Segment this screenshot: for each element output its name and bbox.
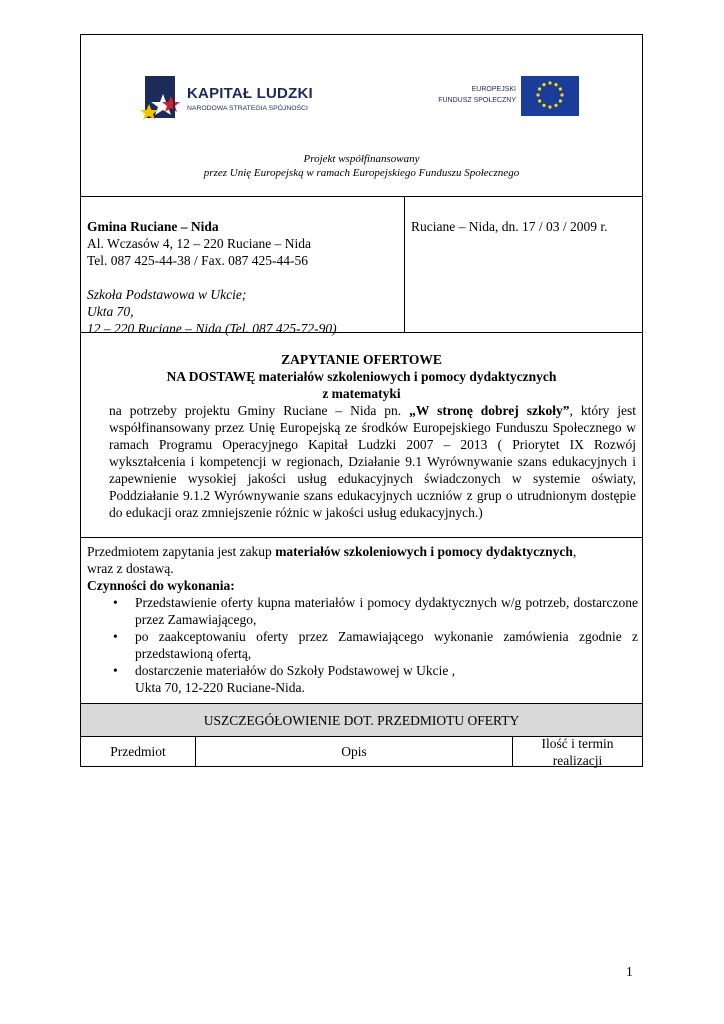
date-cell: [404, 196, 643, 333]
bullet-icon: •: [113, 663, 118, 678]
task-text: Przedstawienie oferty kupna materiałów i pomocy dydaktycznych w/g potrzeb, dostarczone przez Zamawiającego,: [135, 595, 638, 627]
date-line: Ruciane – Nida, dn. 17 / 03 / 2009 r.: [411, 219, 608, 234]
task-text: dostarczenie materiałów do Szkoły Podstawowej w Ukcie ,: [135, 663, 456, 678]
details-heading-row: [80, 703, 643, 737]
column-header-quantity-label: Ilość i termin realizacji: [541, 735, 614, 768]
tasks-list: [87, 594, 638, 696]
subject-delivery: wraz z dostawą.: [87, 561, 174, 576]
subject-sentence: [87, 543, 638, 560]
kapital-ludzki-emblem-icon: [137, 74, 337, 130]
task-text: po zaakceptowaniu oferty przez Zamawiającego wykonanie zamówienia zgodnie z przedstawioną ofertą,: [135, 629, 638, 661]
school-name: Szkoła Podstawowa w Ukcie;: [87, 287, 247, 302]
sender-name: Gmina Ruciane – Nida: [87, 219, 219, 234]
kapital-ludzki-logo: [137, 74, 337, 135]
list-item: [87, 628, 638, 662]
column-header-subject-label: Przedmiot: [110, 744, 166, 759]
details-heading: USZCZEGÓŁOWIENIE DOT. PRZEDMIOTU OFERTY: [203, 712, 520, 728]
subject-section: [80, 537, 643, 704]
column-header-quantity: [512, 736, 643, 767]
subject-items: materiałów szkoleniowych i pomocy dydaktycznych: [275, 544, 573, 559]
cofinanced-line-2: przez Unię Europejską w ramach Europejskiego Funduszu Społecznego: [203, 167, 520, 179]
school-street: Ukta 70,: [87, 304, 134, 319]
efs-line-1: EUROPEJSKI: [471, 86, 516, 93]
document-title: ZAPYTANIE OFERTOWE: [281, 352, 442, 367]
cofinanced-line-1: Projekt współfinansowany: [303, 153, 420, 165]
sender-cell: [80, 196, 405, 336]
kapital-ludzki-subtitle: NARODOWA STRATEGIA SPÓJNOŚCI: [187, 105, 308, 112]
project-description-prefix: na potrzeby projektu Gminy Ruciane – Nida pn.: [109, 403, 410, 418]
efs-logo: [432, 74, 582, 124]
eu-flag-icon: [521, 76, 579, 116]
subject-prefix: Przedmiotem zapytania jest zakup: [87, 544, 276, 559]
column-header-subject: [80, 736, 196, 767]
project-description: [109, 402, 636, 521]
column-header-description: [195, 736, 513, 767]
sender-address: Al. Wczasów 4, 12 – 220 Ruciane – Nida: [87, 236, 311, 251]
tasks-heading: Czynności do wykonania:: [87, 578, 235, 593]
document-subtitle: NA DOSTAWĘ materiałów szkoleniowych i pomocy dydaktycznych: [166, 369, 557, 384]
document-subtitle-subject: z matematyki: [322, 386, 401, 401]
title-section: [80, 332, 643, 538]
school-city: 12 – 220 Ruciane – Nida (Tel. 087 425-72-90): [87, 321, 337, 336]
efs-line-2: FUNDUSZ SPOŁECZNY: [438, 97, 516, 104]
bullet-icon: •: [113, 629, 118, 644]
project-description-body: , który jest współfinansowany przez Unię Europejską ze środków Europejskiego Funduszu Społecznego w ramach Programu Operacyjnego Kapitał Ludzki 2007 – 2013 ( Priorytet IX Rozwój wykształcenia i kompetencji w regionach, Działanie 9.1 Wyrównywanie szans edukacyjnych i zapewnienie wysokiej jakości usług edukacyjnych świadczonych w systemie oświaty, Poddziałanie 9.1.2 Wyrównywanie szans edukacyjnych uczniów z grup o utrudnionym dostępie do edukacji oraz zmniejszenie różnic w jakości usług edukacyjnych.): [109, 403, 637, 520]
list-item: [87, 662, 638, 696]
sender-phone: Tel. 087 425-44-38 / Fax. 087 425-44-56: [87, 253, 309, 268]
kapital-ludzki-title: KAPITAŁ LUDZKI: [187, 85, 313, 102]
column-header-description-label: Opis: [341, 744, 367, 759]
task-text-continuation: Ukta 70, 12-220 Ruciane-Nida.: [135, 680, 305, 695]
project-name: „W stronę dobrej szkoły”: [409, 403, 570, 418]
subject-suffix: ,: [572, 544, 577, 559]
bullet-icon: •: [113, 595, 118, 610]
page-number: 1: [626, 964, 633, 979]
list-item: [87, 594, 638, 628]
